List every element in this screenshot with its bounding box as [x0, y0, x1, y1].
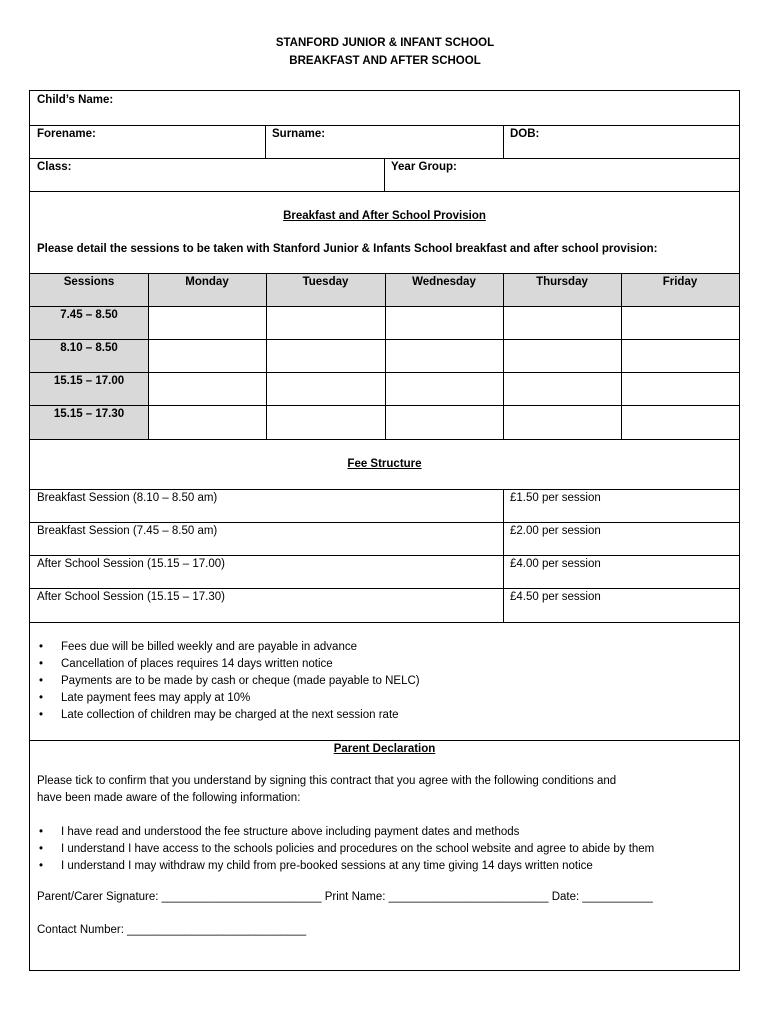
list-item: • Fees due will be billed weekly and are payable in advance	[37, 639, 420, 656]
divider	[30, 191, 739, 192]
divider	[30, 740, 739, 741]
list-item[interactable]: • I understand I may withdraw my child from pre-booked sessions at any time giving 14 days written notice	[37, 858, 654, 875]
fee-session-label: After School Session (15.15 – 17.30)	[37, 591, 225, 603]
grid-line	[30, 439, 739, 440]
col-header-wednesday: Wednesday	[412, 276, 476, 288]
session-row-label: 15.15 – 17.30	[53, 408, 125, 420]
col-header-sessions: Sessions	[63, 276, 115, 288]
fee-price: £4.50 per session	[510, 591, 601, 603]
declaration-list	[37, 824, 654, 875]
provision-title: Breakfast and After School Provision	[283, 210, 486, 222]
bullet-icon: •	[39, 826, 44, 838]
child-name-label: Child’s Name:	[37, 94, 114, 106]
divider	[384, 158, 385, 191]
year-group-label: Year Group:	[391, 161, 457, 173]
list-item: • Payments are to be made by cash or cheque (made payable to NELC)	[37, 673, 420, 690]
grid-line	[148, 273, 149, 439]
list-item: • Late collection of children may be charged at the next session rate	[37, 707, 420, 724]
form-title: BREAKFAST AND AFTER SCHOOL	[289, 55, 481, 67]
bullet-icon: •	[39, 692, 44, 704]
contact-number-line[interactable]: Contact Number: ____________________________	[37, 924, 307, 936]
list-item[interactable]: • I have read and understood the fee structure above including payment dates and methods	[37, 824, 654, 841]
fee-session-label: Breakfast Session (8.10 – 8.50 am)	[37, 492, 218, 504]
divider	[30, 489, 739, 490]
list-item: • Cancellation of places requires 14 days written notice	[37, 656, 420, 673]
bullet-icon: •	[39, 709, 44, 721]
fee-structure-title: Fee Structure	[347, 458, 422, 470]
divider	[265, 125, 266, 158]
divider	[30, 125, 739, 126]
fee-price: £2.00 per session	[510, 525, 601, 537]
signature-line[interactable]: Parent/Carer Signature: _________________________ Print Name: _________________________ Date: ___________	[37, 891, 653, 903]
session-row-label: 15.15 – 17.00	[53, 375, 125, 387]
col-header-monday: Monday	[185, 276, 229, 288]
grid-line	[621, 273, 622, 439]
bullet-icon: •	[39, 860, 44, 872]
form-frame	[29, 90, 740, 971]
session-row-label: 8.10 – 8.50	[60, 342, 118, 354]
declaration-intro: have been made aware of the following information:	[37, 792, 301, 804]
divider	[503, 125, 504, 158]
session-row-label: 7.45 – 8.50	[60, 309, 118, 321]
class-label: Class:	[37, 161, 72, 173]
school-title: STANFORD JUNIOR & INFANT SCHOOL	[275, 37, 495, 49]
fee-session-label: After School Session (15.15 – 17.00)	[37, 558, 225, 570]
fee-notes-list	[37, 639, 420, 724]
divider	[30, 522, 739, 523]
list-item: • Late payment fees may apply at 10%	[37, 690, 420, 707]
provision-instruction: Please detail the sessions to be taken with Stanford Junior & Infants School breakfast and after school provision:	[37, 243, 658, 255]
bullet-icon: •	[39, 843, 44, 855]
fee-price: £1.50 per session	[510, 492, 601, 504]
declaration-intro: Please tick to confirm that you understand by signing this contract that you agree with the following conditions and	[37, 775, 617, 787]
col-header-friday: Friday	[662, 276, 698, 288]
col-header-tuesday: Tuesday	[302, 276, 349, 288]
dob-label: DOB:	[510, 128, 540, 140]
bullet-icon: •	[39, 658, 44, 670]
divider	[30, 622, 739, 623]
grid-line	[385, 273, 386, 439]
grid-line	[266, 273, 267, 439]
divider	[30, 555, 739, 556]
surname-label: Surname:	[272, 128, 326, 140]
declaration-title: Parent Declaration	[333, 743, 436, 755]
fee-price: £4.00 per session	[510, 558, 601, 570]
grid-line	[503, 273, 504, 439]
divider	[30, 588, 739, 589]
col-header-thursday: Thursday	[536, 276, 588, 288]
forename-label: Forename:	[37, 128, 96, 140]
bullet-icon: •	[39, 675, 44, 687]
list-item[interactable]: • I understand I have access to the schools policies and procedures on the school website and agree to abide by them	[37, 841, 654, 858]
bullet-icon: •	[39, 641, 44, 653]
fee-session-label: Breakfast Session (7.45 – 8.50 am)	[37, 525, 218, 537]
